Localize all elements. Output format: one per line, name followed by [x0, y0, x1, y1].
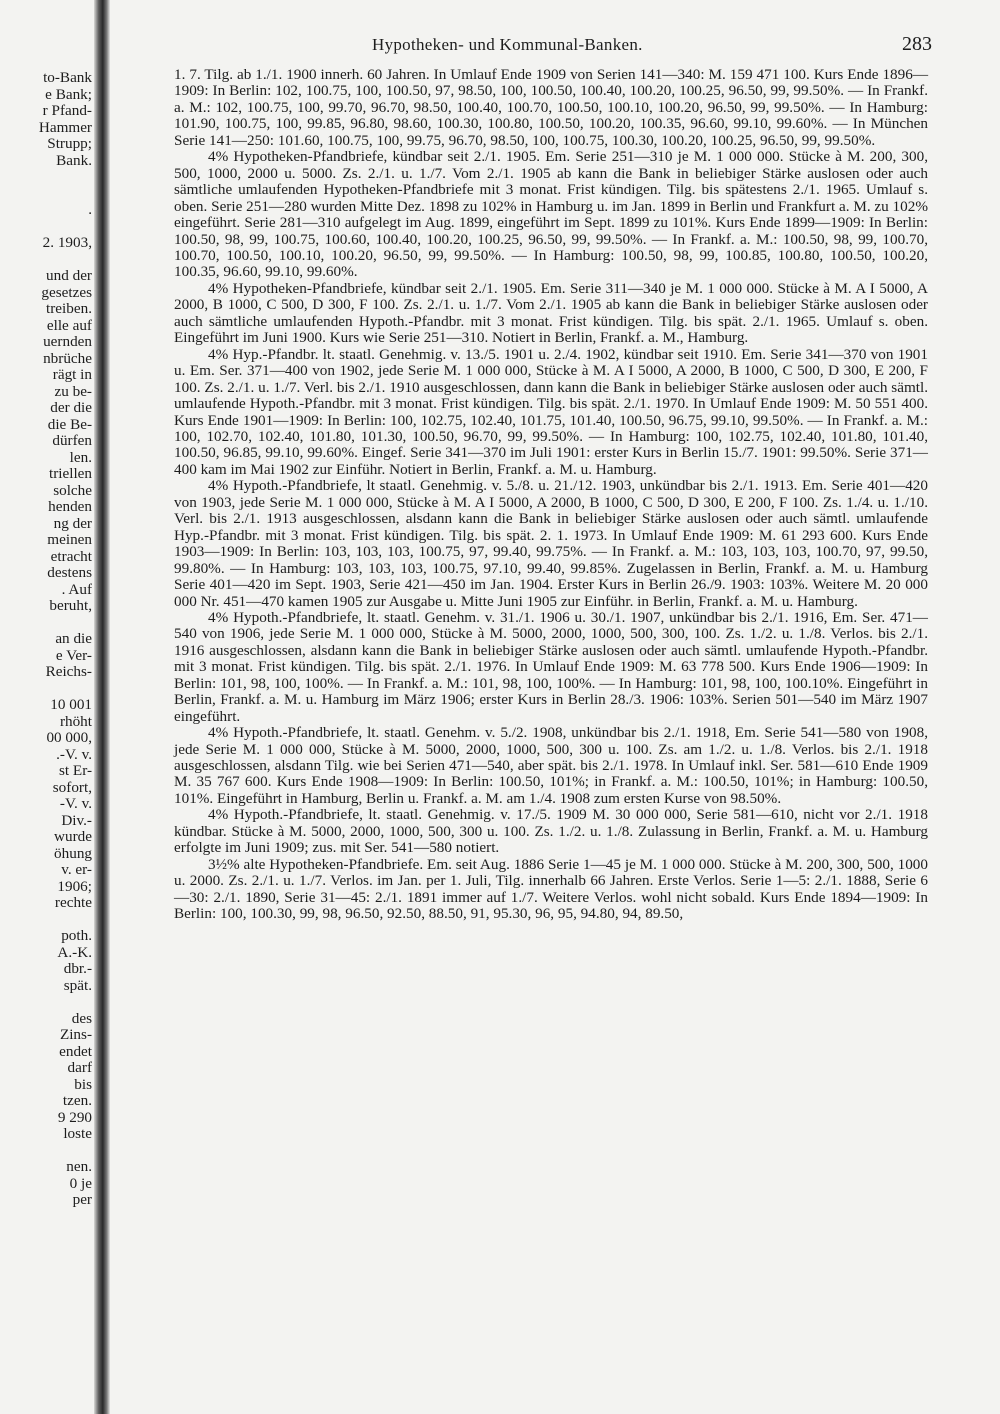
- paragraph: 4% Hypoth.-Pfandbriefe, lt. staatl. Genehmig. v. 17./5. 1909 M. 30 000 000, Serie 581—610, nicht vor 2./1. 1918 kündbar. Stücke à M. 5000, 2000, 1000, 500, 300 u. 100. Zs. 1./2. u. 1./8. Zulassung in Berlin, Frankf. a. M. u. Hamburg erfolgte im Juni 1909; zus. mit Ser. 541—580 notiert.: [174, 806, 928, 857]
- left-fragment-line: r Pfand-: [42, 102, 92, 119]
- left-fragment-line: nen.: [66, 1158, 92, 1175]
- left-fragment-line: dbr.-: [63, 960, 92, 977]
- paragraph: 4% Hypotheken-Pfandbriefe, kündbar seit 2./1. 1905. Em. Serie 311—340 je M. 1 000 000. Stücke à M. A I 5000, A 2000, B 1000, C 500, D 300, F 100. Zs. 2./1. u. 1./7. Vom 2./1. 1905 ab kann die Bank in beliebiger Stärke auslosen oder auch sämtliche umlaufenden Hypoth.-Pfandbr. mit 3 monat. Frist kündigen. Tilg. bis spät. 2./1. 1965. Umlauf s. oben. Eingeführt im Juni 1900. Kurs wie Serie 251—310. Notiert in Berlin, Frankf. a. M., Hamburg.: [174, 279, 928, 347]
- left-fragment-line: und der: [46, 267, 92, 284]
- left-fragment-line: poth.: [61, 927, 92, 944]
- left-fragment-line: des: [71, 1009, 92, 1027]
- left-fragment-line: an die: [55, 630, 92, 647]
- left-fragment-line: henden: [48, 498, 92, 515]
- left-fragment-line: triellen: [48, 465, 92, 482]
- left-fragment-line: dürfen: [52, 432, 92, 449]
- left-fragment-line: rhöht: [59, 712, 92, 730]
- left-fragment-line: Bank.: [56, 151, 92, 169]
- left-fragment-line: spät.: [63, 976, 92, 994]
- left-fragment-line: meinen: [47, 531, 92, 548]
- left-fragment-line: [0, 615, 92, 632]
- left-fragment-line: [0, 1143, 92, 1160]
- left-fragment-line: v. er-: [61, 861, 92, 878]
- left-fragment-line: .-V. v.: [56, 745, 92, 763]
- left-fragment-line: öhung: [54, 844, 92, 862]
- left-fragment-line: -V. v.: [59, 795, 92, 812]
- left-fragment-line: 1906;: [57, 877, 92, 895]
- left-fragment-line: e Ver-: [55, 646, 92, 664]
- left-page-fragment: [0, 70, 92, 1209]
- left-fragment-line: [0, 912, 92, 929]
- left-fragment-line: darf: [67, 1059, 92, 1076]
- paragraph: 4% Hypotheken-Pfandbriefe, kündbar seit 2./1. 1905. Em. Serie 251—310 je M. 1 000 000. Stücke à M. 200, 300, 500, 1000, 2000 u. 5000. Zs. 2./1. u. 1./7. Vom 2./1. 1905 ab kann die Bank in beliebiger Stärke auslosen oder auch sämtliche umlaufenden Hypotheken-Pfandbriefe mit 3 monat. Frist kündigen. Tilg. bis spätestens 2./1. 1965. Umlauf s. oben. Serie 251—280 wurden Mitte Dez. 1898 zu 102% in Hamburg u. im Jan. 1899 in Berlin und Frankfurt a. M. zu 102% eingeführt. Serie 281—310 aufgelegt im Aug. 1899, eingeführt im Sept. 1899 zu 101%. Kurs Ende 1899—1909: In Berlin: 100.50, 98, 99, 100.75, 100.60, 100.40, 100.20, 100.25, 96.50, 99, 99.50%. — In Frankf. a. M.: 100.50, 98, 99, 100.70, 100.70, 100.50, 100.10, 100.20, 96.50, 99, 99.50%. — In Hamburg: 100.50, 98, 99, 100.85, 100.80, 100.50, 100.20, 100.35, 96.60, 99.10, 99.60%.: [174, 148, 928, 281]
- left-fragment-line: Strupp;: [47, 135, 92, 152]
- left-fragment-line: 00 000,: [46, 729, 92, 746]
- paragraph: 1. 7. Tilg. ab 1./1. 1900 innerh. 60 Jahren. In Umlauf Ende 1909 von Serien 141—340: M. 159 471 100. Kurs Ende 1896—1909: In Berlin: 102, 100.75, 100, 100.50, 97, 98.50, 100, 100.50, 100.40, 100.20, 100.25, 96.50, 99, 99.50%. — In Frankf. a. M.: 102, 100.75, 100, 99.70, 96.70, 98.50, 100.40, 100.70, 100.50, 100.10, 100.20, 96.50, 99, 99.50%. — In Hamburg: 101.90, 100.75, 100, 99.85, 96.80, 98.60, 100.30, 100.80, 100.50, 100.20, 100.35, 96.60, 99.10, 99.60%. — In München Serie 141—250: 101.60, 100.75, 100, 99.75, 96.70, 98.50, 100, 100.75, 100.30, 100.20, 100.25, 96.50, 99, 99.50%.: [174, 66, 928, 149]
- left-fragment-line: tzen.: [62, 1092, 92, 1109]
- left-fragment-line: zu be-: [54, 382, 92, 400]
- main-text: [174, 67, 928, 923]
- paragraph: 4% Hypoth.-Pfandbriefe, lt staatl. Genehmig. v. 5./8. u. 21./12. 1903, unkündbar bis 2./1. 1913. Em. Serie 401—420 von 1903, jede Serie M. 1 000 000, Stücke à M. A I 5000, A 2000, B 1000, C 500, D 300, E 200, F 100. Zs. 1./4. u. 1./10. Verl. bis 2./1. 1913 ausgeschlossen, alsdann kann die Bank in beliebiger Stärke auslosen oder auch sämtl. umlaufende Hyp.-Pfandbr. mit 3 monat. Frist kündigen. Tilg. bis spät. 2. 1. 1973. In Umlauf Ende 1909: M. 61 293 600. Kurs Ende 1903—1909: In Berlin: 103, 103, 103, 100.75, 97, 99.40, 99.75%. — In Frankf. a. M.: 103, 103, 103, 100.70, 97, 99.50, 99.80%. — In Hamburg: 103, 103, 103, 100.75, 97.10, 99.40, 99.85%. Zugelassen in Berlin, Frankf. a. M. u. Hamburg Serie 401—420 im Sept. 1903, Serie 421—450 im Jan. 1904. Erster Kurs in Berlin 26./9. 1903: 103%. Weitere M. 20 000 000 Nr. 451—470 kamen 1905 zur Ausgabe u. Mitte Juni 1905 zur Einführ. in Berlin, Frankf. a. M. u. Hamburg.: [174, 477, 928, 610]
- page-header: [172, 33, 932, 59]
- left-fragment-line: bis: [74, 1075, 92, 1093]
- left-fragment-line: . Auf: [61, 580, 92, 598]
- left-fragment-line: [0, 186, 92, 203]
- left-fragment-line: [0, 219, 92, 236]
- left-fragment-line: Hammer: [38, 118, 92, 136]
- left-fragment-line: uernden: [43, 333, 92, 350]
- left-fragment-line: Div.-: [61, 811, 92, 829]
- left-fragment-line: [0, 994, 92, 1011]
- left-fragment-line: 2. 1903,: [42, 234, 92, 251]
- left-fragment-line: endet: [59, 1042, 92, 1060]
- left-fragment-line: rägt in: [52, 366, 92, 383]
- left-fragment-line: wurde: [54, 828, 92, 845]
- left-fragment-line: 10 001: [50, 696, 92, 713]
- paragraph: 4% Hypoth.-Pfandbriefe, lt. staatl. Genehm. v. 31./1. 1906 u. 30./1. 1907, unkündbar bis 2./1. 1916, Em. Ser. 471—540 von 1906, jede Serie M. 1 000 000, Stücke à M. 5000, 2000, 1000, 500, 300, 100. Zs. 1./2. u. 1./8. Verlos. bis 2./1. 1916 ausgeschlossen, alsdann kann die Bank in beliebiger Stärke auslosen oder auch sämtl. umlaufende Hypoth.-Pfandbr. mit 3 monat. Frist kündigen. Tilg. bis spät. 2./1. 1976. In Umlauf Ende 1909: M. 63 778 500. Kurs Ende 1906—1909: In Berlin: 101, 98, 100, 100%. — In Frankf. a. M.: 101, 98, 100, 100%. — In Hamburg: 101, 98, 100, 100.10%. Eingeführt in Berlin, Frankf. a. M. u. Hamburg im März 1906; erster Kurs in Berlin 28./3. 1906: 103%. Serien 501—540 im März 1907 eingeführt.: [174, 608, 928, 725]
- left-fragment-line: loste: [63, 1125, 92, 1142]
- left-fragment-line: sofort,: [52, 778, 92, 796]
- left-fragment-line: rechte: [54, 894, 92, 911]
- left-fragment-line: .: [88, 201, 92, 218]
- left-fragment-line: ng der: [53, 514, 92, 532]
- page-title: Hypotheken- und Kommunal-Banken.: [372, 35, 643, 54]
- left-fragment-line: 9 290: [57, 1108, 92, 1126]
- left-fragment-line: per: [72, 1191, 92, 1208]
- left-fragment-line: treiben.: [46, 300, 92, 317]
- left-fragment-line: der die: [50, 399, 92, 416]
- left-fragment-line: die Be-: [47, 415, 92, 433]
- left-fragment-line: elle auf: [46, 316, 92, 334]
- left-fragment-line: [0, 252, 92, 269]
- left-fragment-line: e Bank;: [45, 85, 92, 103]
- left-fragment-line: Reichs-: [45, 663, 92, 680]
- left-fragment-line: [0, 681, 92, 698]
- left-fragment-line: A.-K.: [57, 943, 92, 961]
- page-number: 283: [902, 33, 932, 55]
- left-fragment-line: solche: [53, 481, 92, 499]
- left-fragment-line: [0, 169, 92, 186]
- left-fragment-line: Zins-: [59, 1026, 92, 1043]
- paragraph: 4% Hypoth.-Pfandbriefe, lt. staatl. Genehm. v. 5./2. 1908, unkündbar bis 2./1. 1918, Em. Serie 541—580 von 1908, jede Serie M. 1 000 000, Stücke à M. 5000, 2000, 1000, 500, 300 u. 100. Zs. am 1./2. u. 1./8. Verlos. bis 2./1. 1918 ausgeschlossen, alsdann Tilg. wie bei Serien 471—540, aber spät. bis 2./1. 1978. In Umlauf inkl. Ser. 581—610 Ende 1909 M. 35 767 600. Kurs Ende 1908—1909: In Berlin: 100.50, 101%; in Frankf. a. M.: 100.50, 101%; in Hamburg: 100.50, 101%. Eingeführt in Hamburg, Berlin u. Frankf. a. M. am 1./4. 1908 zum ersten Kurse von 98.50%.: [174, 724, 928, 807]
- left-fragment-line: beruht,: [49, 597, 92, 614]
- paragraph: 4% Hyp.-Pfandbr. lt. staatl. Genehmig. v. 13./5. 1901 u. 2./4. 1902, kündbar seit 1910. Em. Serie 341—370 von 1901 u. Em. Ser. 371—400 von 1902, jede Serie M. 1 000 000, Stücke à M. A I 5000, A 2000, B 1000, C 500, D 300, E 200, F 100. Zs. 2./1. u. 1./7. Verl. bis 2./1. 1910 ausgeschlossen, dann kann die Bank in beliebiger Stärke auslosen oder auch sämtl. umlaufende Hypoth.-Pfandbr. mit 3 monat. Frist kündigen. Tilg. bis spät. 2./1. 1970. In Umlauf Ende 1909: M. 50 551 400. Kurs Ende 1901—1909: In Berlin: 100, 102.75, 102.40, 101.75, 101.40, 100.50, 96.75, 99.10, 99.50%. — In Frankf. a. M.: 100, 102.70, 102.40, 101.80, 101.30, 100.50, 96.70, 99, 99.50%. — In Hamburg: 100, 102.75, 102.40, 101.80, 101.40, 100.50, 96.85, 99.10, 99.60%. Eingef. Serie 341—370 im Juli 1901: erster Kurs in Berlin 15./7. 1901: 99.50%. Serie 371—400 kam im Mai 1902 zur Einführ. Notiert in Berlin, Frankf. a. M. u. Hamburg.: [174, 345, 928, 478]
- left-fragment-line: etracht: [50, 547, 92, 565]
- left-fragment-line: 0 je: [69, 1174, 92, 1192]
- left-fragment-line: destens: [47, 564, 92, 581]
- left-fragment-line: nbrüche: [43, 349, 92, 367]
- left-fragment-line: len.: [69, 448, 92, 466]
- left-fragment-line: gesetzes: [41, 283, 92, 301]
- left-fragment-line: to-Bank: [43, 70, 92, 86]
- left-fragment-line: st Er-: [58, 762, 92, 779]
- book-gutter: [94, 0, 110, 1414]
- paragraph: 3½% alte Hypotheken-Pfandbriefe. Em. seit Aug. 1886 Serie 1—45 je M. 1 000 000. Stücke à M. 200, 300, 500, 1000 u. 2000. Zs. 2./1. u. 1./7. Verlos. im Jan. per 1. Juli, Tilg. innerhalb 66 Jahren. Erste Verlos. Serie 1—5: 2./1. 1888, Serie 6—30: 2./1. 1890, Serie 31—45: 2./1. 1891 immer auf 1./7. Weitere Verlos. wohl nicht sobald. Kurs Ende 1894—1909: In Berlin: 100, 100.30, 99, 98, 96.50, 92.50, 88.50, 91, 95.30, 96, 95, 94.80, 94, 89.50,: [174, 855, 928, 923]
